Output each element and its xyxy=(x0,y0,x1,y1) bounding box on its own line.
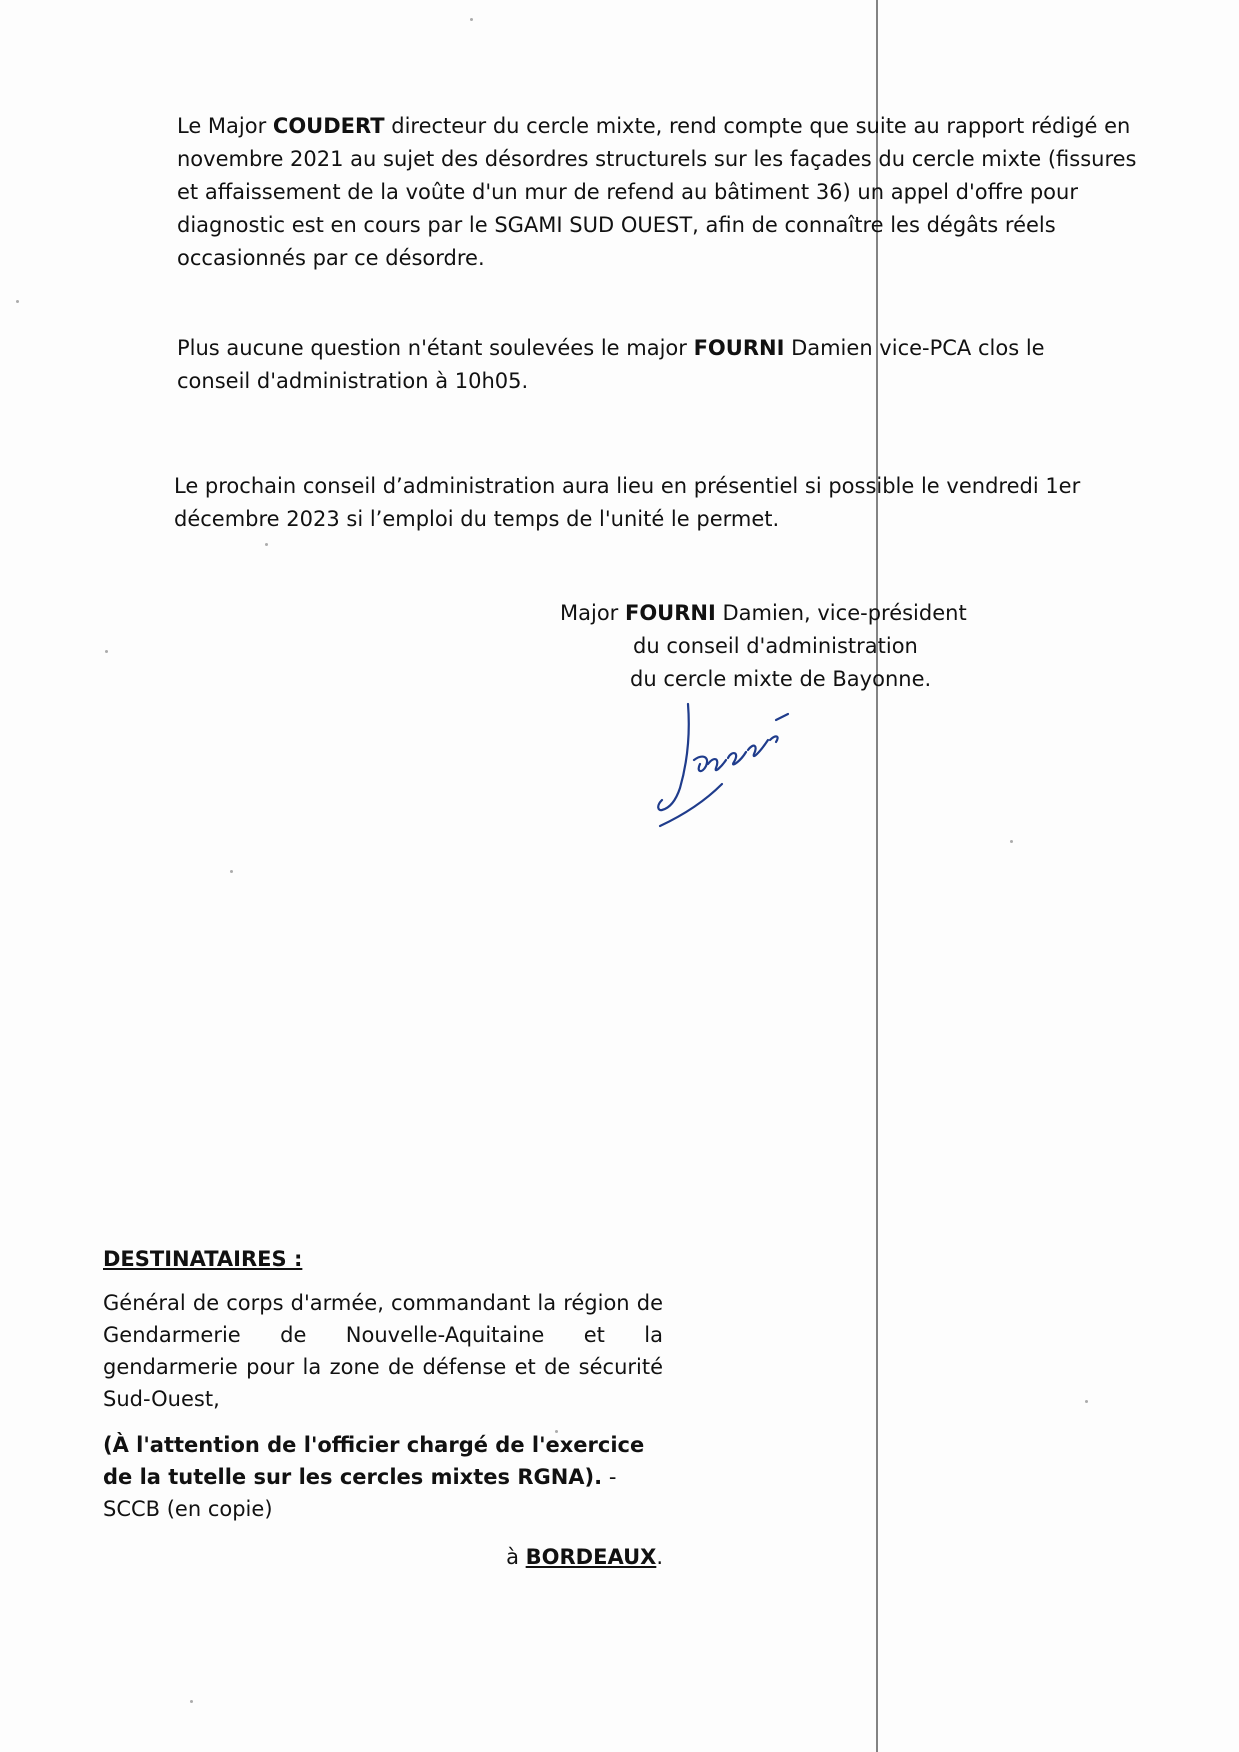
recipient-general: Général de corps d'armée, commandant la région de Gendarmerie de Nouvelle-Aquitaine et la gendarmerie pour la zone de défense et de sécurité Sud-Ouest, xyxy=(103,1291,663,1411)
destination-city: BORDEAUX xyxy=(525,1545,657,1569)
paragraph-next-meeting xyxy=(174,470,1164,536)
recipient-destination xyxy=(103,1541,663,1573)
signature-block xyxy=(560,597,980,696)
scan-speck xyxy=(265,543,268,546)
scan-speck xyxy=(470,18,473,21)
scan-speck xyxy=(190,1700,193,1703)
paragraph-3-text: Le prochain conseil d’administration aura lieu en présentiel si possible le vendredi 1er décembre 2023 si l’emploi du temps de l'unité le permet. xyxy=(174,474,1081,531)
paragraph-2-post: Damien vice-PCA clos le conseil d'administration à 10h05. xyxy=(177,336,1045,393)
signature-line-1 xyxy=(560,597,980,630)
scan-speck xyxy=(1010,840,1013,843)
signature-line-3: du cercle mixte de Bayonne. xyxy=(630,667,932,691)
paragraph-structural-report xyxy=(177,110,1157,275)
scan-speck xyxy=(16,300,19,303)
scan-speck xyxy=(1085,1400,1088,1403)
scan-speck xyxy=(555,1430,558,1433)
recipients-heading: DESTINATAIRES : xyxy=(103,1247,303,1271)
handwritten-signature xyxy=(650,700,850,830)
signature-line-2: du conseil d'administration xyxy=(633,634,918,658)
paragraph-2-pre: Plus aucune question n'étant soulevées le major xyxy=(177,336,694,360)
recipients-section xyxy=(103,1243,663,1573)
scan-speck xyxy=(230,870,233,873)
recipient-attention-bold: (À l'attention de l'officier chargé de l'exercice de la tutelle sur les cercles mixtes RGNA). xyxy=(103,1433,645,1489)
name-fourni: FOURNI xyxy=(693,336,785,360)
signature-name: FOURNI xyxy=(624,601,716,625)
destination-pre: à xyxy=(506,1545,526,1569)
recipient-attention xyxy=(103,1429,663,1525)
destination-post: . xyxy=(656,1545,663,1569)
recipient-attention-rest: - SCCB (en copie) xyxy=(103,1465,617,1521)
paragraph-1-pre: Le Major xyxy=(177,114,273,138)
paragraph-closing xyxy=(177,332,1097,398)
name-coudert: COUDERT xyxy=(272,114,385,138)
signature-line-1-pre: Major xyxy=(560,601,625,625)
scan-speck xyxy=(105,650,108,653)
signature-line-1-post: Damien, vice-président xyxy=(715,601,967,625)
paragraph-1-post: directeur du cercle mixte, rend compte que suite au rapport rédigé en novembre 2021 au sujet des désordres structurels sur les façades du cercle mixte (fissures et affaissement de la voûte d'un mur de refend au bâtiment 36) un appel d'offre pour diagnostic est en cours par le SGAMI SUD OUEST, afin de connaître les dégâts réels occasionnés par ce désordre. xyxy=(177,114,1137,270)
